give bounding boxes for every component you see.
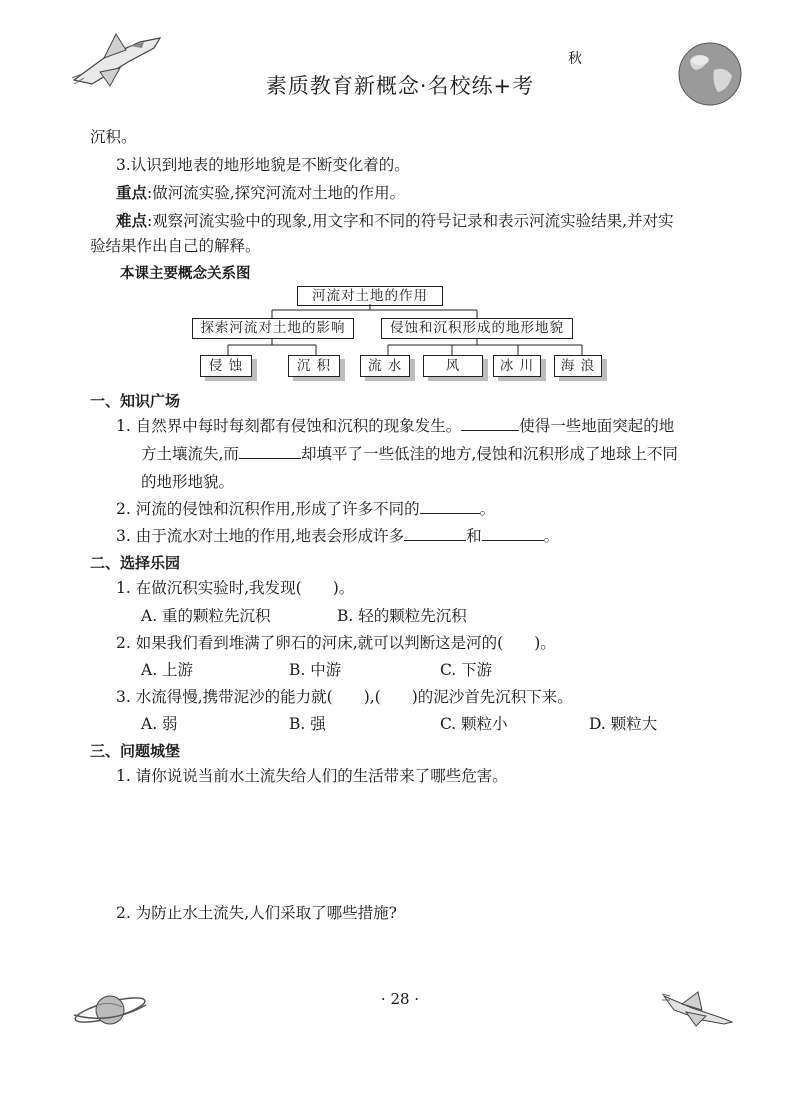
s3-question-2: 2. 为防止水土流失,人们采取了哪些措施? bbox=[116, 904, 397, 922]
concept-root-box: 河流对土地的作用 bbox=[297, 286, 443, 306]
section-1-title: 一、知识广场 bbox=[90, 392, 181, 410]
s1-q1-text-b: 使得一些地面突起的地 bbox=[519, 417, 675, 435]
answer-blank[interactable] bbox=[239, 457, 301, 459]
s2-q2-option-a[interactable]: A. 上游 bbox=[141, 661, 194, 679]
s2-question-3: 3. 水流得慢,携带泥沙的能力就( ),( )的泥沙首先沉积下来。 bbox=[116, 688, 573, 706]
s1-q3-text-a: 3. 由于流水对土地的作用,地表会形成许多 bbox=[116, 527, 405, 545]
difficulty-label: 难点 bbox=[116, 212, 148, 230]
s1-question-1-line-3: 的地形地貌。 bbox=[141, 473, 235, 491]
s3-q2-answer-area[interactable] bbox=[116, 928, 676, 983]
difficulty-text-continued: 验结果作出自己的解释。 bbox=[90, 237, 261, 255]
s2-q3-option-d[interactable]: D. 颗粒大 bbox=[589, 715, 658, 733]
s1-q2-text-b: 。 bbox=[479, 500, 496, 518]
leaf-wind-box: 风 bbox=[423, 355, 483, 377]
s2-question-1: 1. 在做沉积实验时,我发现( )。 bbox=[116, 579, 355, 597]
s3-question-1: 1. 请你说说当前水土流失给人们的生活带来了哪些危害。 bbox=[116, 767, 508, 785]
s2-question-2: 2. 如果我们看到堆满了卵石的河床,就可以判断这是河的( )。 bbox=[116, 634, 556, 652]
leaf-deposition-box: 沉 积 bbox=[288, 355, 340, 377]
s2-q3-option-b[interactable]: B. 强 bbox=[289, 715, 326, 733]
s2-q3-option-c[interactable]: C. 颗粒小 bbox=[440, 715, 508, 733]
s1-q3-text-b: 和 bbox=[466, 527, 482, 545]
s1-question-2 bbox=[116, 497, 495, 519]
section-2-title: 二、选择乐园 bbox=[90, 554, 181, 572]
concept-map-heading: 本课主要概念关系图 bbox=[120, 266, 251, 282]
difficulty-text: :观察河流实验中的现象,用文字和不同的符号记录和表示河流实验结果,并对实 bbox=[147, 212, 674, 230]
s3-q1-answer-area[interactable] bbox=[116, 792, 676, 892]
leaf-erosion-box: 侵 蚀 bbox=[200, 355, 252, 377]
concept-landform-box: 侵蚀和沉积形成的地形地貌 bbox=[381, 318, 573, 339]
leaf-water-box: 流 水 bbox=[360, 355, 410, 377]
section-3-title: 三、问题城堡 bbox=[90, 742, 181, 760]
concept-explore-box: 探索河流对土地的影响 bbox=[192, 318, 354, 339]
answer-blank[interactable] bbox=[404, 539, 466, 541]
s2-q1-option-a[interactable]: A. 重的颗粒先沉积 bbox=[141, 607, 271, 625]
key-point-label: 重点 bbox=[116, 184, 148, 202]
leaf-glacier-box: 冰 川 bbox=[493, 355, 541, 377]
s1-q1-text-a: 1. 自然界中每时每刻都有侵蚀和沉积的现象发生。 bbox=[116, 417, 462, 435]
s1-question-1-line-2 bbox=[141, 442, 678, 464]
s1-question-3 bbox=[116, 524, 559, 546]
s1-q3-text-c: 。 bbox=[543, 527, 560, 545]
intro-item-3: 3.认识到地表的地形地貌是不断变化着的。 bbox=[116, 156, 410, 174]
planet-icon bbox=[70, 985, 150, 1035]
answer-blank[interactable] bbox=[420, 512, 480, 514]
leaf-wave-box: 海 浪 bbox=[554, 355, 602, 377]
s2-q3-option-a[interactable]: A. 弱 bbox=[141, 715, 178, 733]
s1-q1-text-c: 方土壤流失,而 bbox=[141, 445, 239, 463]
answer-blank[interactable] bbox=[461, 429, 519, 431]
key-point-text: :做河流实验,探究河流对土地的作用。 bbox=[147, 184, 406, 202]
answer-blank[interactable] bbox=[482, 539, 544, 541]
s2-q2-option-c[interactable]: C. 下游 bbox=[440, 661, 493, 679]
season-label: 秋 bbox=[568, 51, 582, 67]
s2-q2-option-b[interactable]: B. 中游 bbox=[289, 661, 342, 679]
space-shuttle-icon bbox=[662, 988, 734, 1030]
page-header-title: 素质教育新概念·名校练+考 bbox=[265, 74, 535, 98]
concept-map-connectors bbox=[0, 0, 800, 400]
s1-q2-text-a: 2. 河流的侵蚀和沉积作用,形成了许多不同的 bbox=[116, 500, 420, 518]
s1-q1-text-d: 却填平了一些低洼的地方,侵蚀和沉积形成了地球上不同 bbox=[300, 445, 678, 463]
intro-continuation: 沉积。 bbox=[90, 128, 137, 146]
s2-q1-option-b[interactable]: B. 轻的颗粒先沉积 bbox=[337, 607, 467, 625]
page-number: · 28 · bbox=[380, 990, 420, 1008]
s1-question-1-line-1 bbox=[116, 414, 674, 436]
